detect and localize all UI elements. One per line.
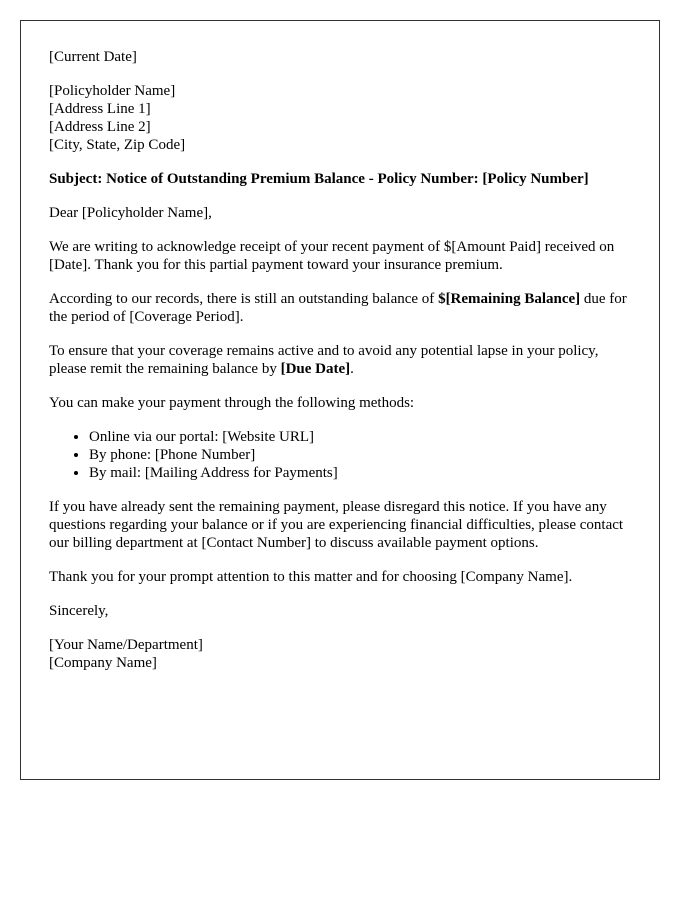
due-text-before: To ensure that your coverage remains active and to avoid any potential lapse in your policy, please remit the remaining balance by: [49, 343, 599, 377]
paragraph-disregard-notice: If you have already sent the remaining payment, please disregard this notice. If you have any questions regarding your balance or if you are experiencing financial difficulties, please contact our billing department at [Contact Number] to discuss available payment options.: [49, 499, 624, 551]
paragraph-outstanding-balance: [49, 290, 631, 326]
letter-salutation: Dear [Policyholder Name],: [49, 205, 212, 221]
payment-method-phone: • By phone: [Phone Number]: [89, 446, 631, 464]
letter-date: [49, 48, 631, 66]
recipient-address-line-1: [Address Line 1]: [49, 101, 151, 117]
signature-company: [Company Name]: [49, 655, 157, 671]
paragraph-payment-methods-intro: You can make your payment through the following methods:: [49, 395, 415, 411]
letter-page: [20, 20, 660, 780]
letter-closing: Sincerely,: [49, 603, 109, 619]
signature-name-department: [Your Name/Department]: [49, 637, 203, 653]
payment-method-online: • Online via our portal: [Website URL]: [89, 428, 631, 446]
paragraph-payment-receipt: We are writing to acknowledge receipt of your recent payment of $[Amount Paid] received on [Date]. Thank you for this partial payment toward your insurance premium.: [49, 239, 615, 273]
date-text: [Current Date]: [49, 49, 137, 65]
balance-text-after: due for the period of [Coverage Period].: [49, 291, 627, 325]
payment-method-mail: • By mail: [Mailing Address for Payments]: [89, 464, 631, 482]
letter-subject: Subject: Notice of Outstanding Premium Balance - Policy Number: [Policy Number]: [49, 171, 589, 187]
recipient-city-state-zip: [City, State, Zip Code]: [49, 137, 186, 153]
remaining-balance-value: $[Remaining Balance]: [438, 291, 581, 307]
recipient-address-block: [49, 82, 631, 154]
paragraph-due-date: [49, 342, 631, 378]
paragraph-thank-you: Thank you for your prompt attention to this matter and for choosing [Company Name].: [49, 569, 573, 585]
recipient-address-line-2: [Address Line 2]: [49, 119, 151, 135]
due-text-after: .: [350, 361, 354, 377]
signature-block: [49, 636, 631, 672]
payment-methods-list: [49, 428, 631, 482]
balance-text-before: According to our records, there is still an outstanding balance of: [49, 291, 439, 307]
due-date-value: [Due Date]: [280, 361, 351, 377]
recipient-name: [Policyholder Name]: [49, 83, 176, 99]
